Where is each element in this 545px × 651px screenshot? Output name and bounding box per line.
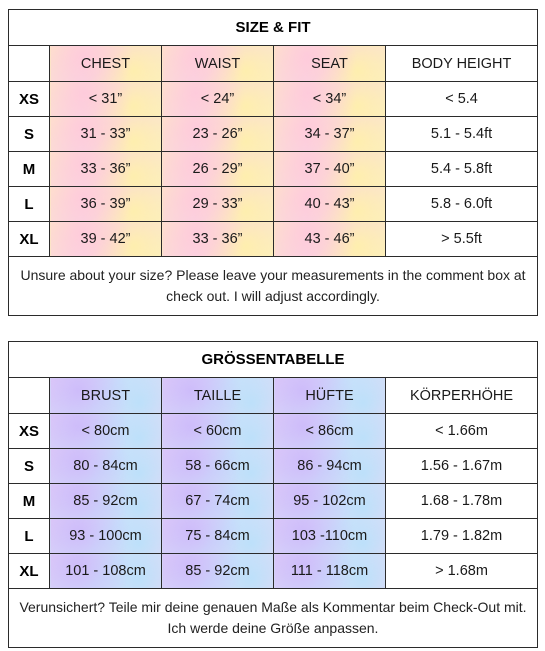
header-waist: WAIST bbox=[162, 46, 274, 82]
header-chest: CHEST bbox=[50, 46, 162, 82]
size-label: M bbox=[9, 484, 50, 519]
table-cell: 29 - 33” bbox=[162, 187, 274, 222]
header-blank bbox=[9, 378, 50, 414]
table-cell: 67 - 74cm bbox=[162, 484, 274, 519]
table-cell: < 60cm bbox=[162, 414, 274, 449]
header-body-height: BODY HEIGHT bbox=[386, 46, 538, 82]
size-note: Unsure about your size? Please leave your measurements in the comment box at check out. I will adjust accordingly. bbox=[9, 257, 538, 316]
table-cell: < 34” bbox=[274, 82, 386, 117]
table-cell: < 80cm bbox=[50, 414, 162, 449]
table-cell: < 1.66m bbox=[386, 414, 538, 449]
size-label: S bbox=[9, 449, 50, 484]
header-koerperhoehe: KÖRPERHÖHE bbox=[386, 378, 538, 414]
table-cell: < 24” bbox=[162, 82, 274, 117]
header-brust: BRUST bbox=[50, 378, 162, 414]
table-cell: 43 - 46” bbox=[274, 222, 386, 257]
table-row bbox=[9, 519, 538, 554]
table-cell: 86 - 94cm bbox=[274, 449, 386, 484]
header-blank bbox=[9, 46, 50, 82]
table-cell: 1.56 - 1.67m bbox=[386, 449, 538, 484]
table-row bbox=[9, 449, 538, 484]
table-cell: 95 - 102cm bbox=[274, 484, 386, 519]
size-label: M bbox=[9, 152, 50, 187]
header-huefte: HÜFTE bbox=[274, 378, 386, 414]
table-cell: 39 - 42” bbox=[50, 222, 162, 257]
table-row bbox=[9, 82, 538, 117]
table-cell: 80 - 84cm bbox=[50, 449, 162, 484]
size-label: XL bbox=[9, 554, 50, 589]
table-row bbox=[9, 222, 538, 257]
table-cell: 5.4 - 5.8ft bbox=[386, 152, 538, 187]
size-label: XL bbox=[9, 222, 50, 257]
table-cell: < 86cm bbox=[274, 414, 386, 449]
table-cell: > 5.5ft bbox=[386, 222, 538, 257]
table-cell: 33 - 36” bbox=[162, 222, 274, 257]
table-cell: < 31” bbox=[50, 82, 162, 117]
table-row bbox=[9, 117, 538, 152]
table-cell: 5.1 - 5.4ft bbox=[386, 117, 538, 152]
table-row bbox=[9, 187, 538, 222]
groessentabelle-table bbox=[8, 341, 538, 648]
table-cell: 103 -110cm bbox=[274, 519, 386, 554]
table-cell: > 1.68m bbox=[386, 554, 538, 589]
table-cell: 36 - 39” bbox=[50, 187, 162, 222]
table-cell: 31 - 33” bbox=[50, 117, 162, 152]
table-cell: 34 - 37” bbox=[274, 117, 386, 152]
header-taille: TAILLE bbox=[162, 378, 274, 414]
size-label: S bbox=[9, 117, 50, 152]
size-label: XS bbox=[9, 82, 50, 117]
size-note: Verunsichert? Teile mir deine genauen Maße als Kommentar beim Check-Out mit. Ich werde deine Größe anpassen. bbox=[9, 589, 538, 648]
table-cell: 93 - 100cm bbox=[50, 519, 162, 554]
table-cell: 1.79 - 1.82m bbox=[386, 519, 538, 554]
header-seat: SEAT bbox=[274, 46, 386, 82]
table-title: SIZE & FIT bbox=[9, 10, 538, 46]
table-cell: 101 - 108cm bbox=[50, 554, 162, 589]
table-cell: 33 - 36” bbox=[50, 152, 162, 187]
table-row bbox=[9, 414, 538, 449]
table-cell: 111 - 118cm bbox=[274, 554, 386, 589]
table-cell: < 5.4 bbox=[386, 82, 538, 117]
size-label: L bbox=[9, 519, 50, 554]
size-label: L bbox=[9, 187, 50, 222]
table-row bbox=[9, 484, 538, 519]
table-cell: 85 - 92cm bbox=[50, 484, 162, 519]
table-cell: 26 - 29” bbox=[162, 152, 274, 187]
table-cell: 58 - 66cm bbox=[162, 449, 274, 484]
table-cell: 37 - 40” bbox=[274, 152, 386, 187]
table-row bbox=[9, 152, 538, 187]
table-cell: 40 - 43” bbox=[274, 187, 386, 222]
size-fit-table bbox=[8, 9, 538, 316]
table-row bbox=[9, 554, 538, 589]
table-cell: 5.8 - 6.0ft bbox=[386, 187, 538, 222]
table-cell: 23 - 26” bbox=[162, 117, 274, 152]
size-label: XS bbox=[9, 414, 50, 449]
table-cell: 75 - 84cm bbox=[162, 519, 274, 554]
table-cell: 1.68 - 1.78m bbox=[386, 484, 538, 519]
table-cell: 85 - 92cm bbox=[162, 554, 274, 589]
table-title: GRÖSSENTABELLE bbox=[9, 342, 538, 378]
